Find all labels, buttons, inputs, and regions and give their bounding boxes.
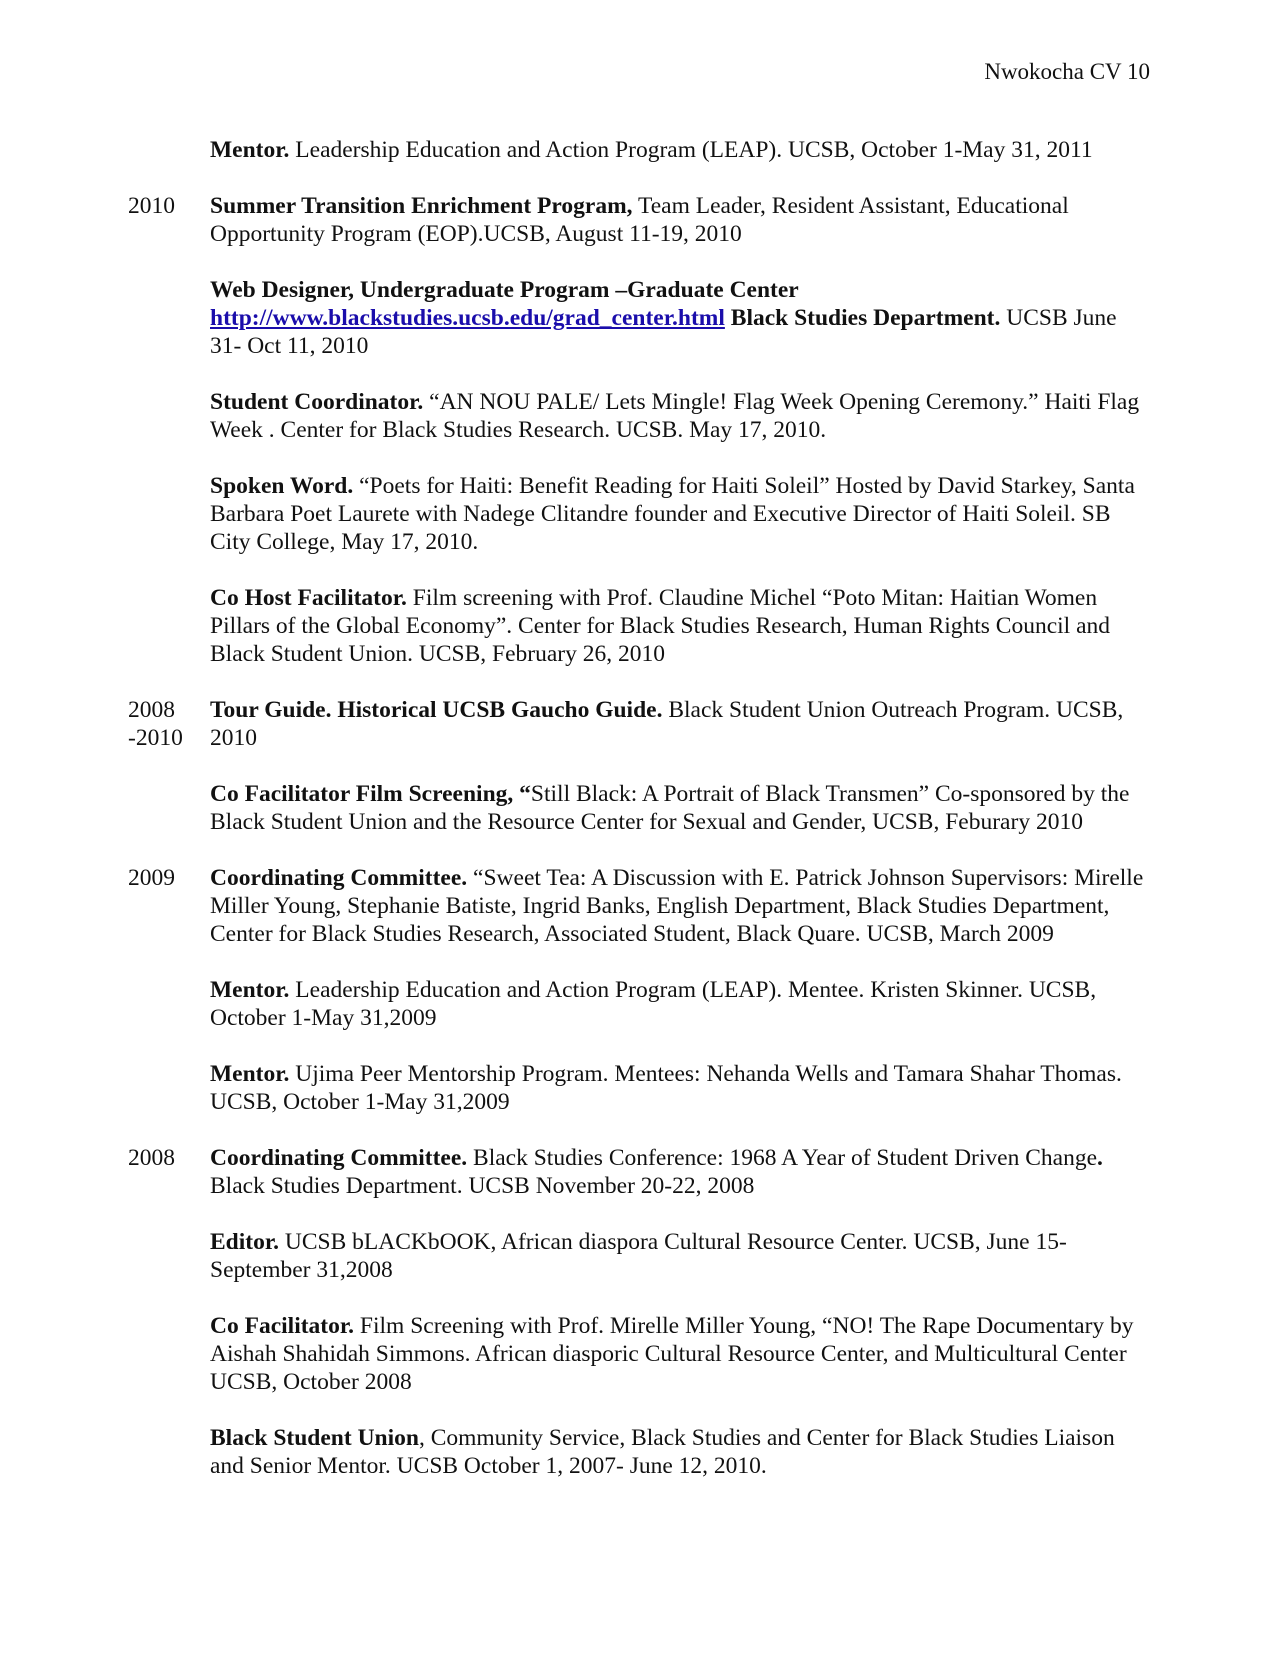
entry-text: Team Leader, Resident Assistant, Educational Opportunity Program (EOP).UCSB, August 11-19, 2010	[210, 193, 1069, 247]
year: 2009	[128, 865, 175, 891]
year-column	[128, 276, 210, 360]
entry-title: Black Student Union	[210, 1425, 419, 1451]
entry-text: Leadership Education and Action Program (LEAP). UCSB, October 1-May 31, 2011	[289, 137, 1093, 163]
entry-title: Coordinating Committee.	[210, 865, 468, 891]
entry-body	[210, 192, 1150, 248]
entry-title: Mentor.	[210, 1061, 290, 1087]
entry-text: Film Screening with Prof. Mirelle Miller Young, “NO! The Rape Documentary by Aishah Shahidah Simmons. African diasporic Cultural Resource Center, and Multicultural Center UCSB, October 2008	[210, 1313, 1134, 1395]
entry-body	[210, 472, 1150, 556]
entry-text: Black Student Union Outreach Program. UCSB, 2010	[210, 697, 1124, 751]
year-column	[128, 192, 210, 248]
year-column	[128, 1312, 210, 1396]
entry-body	[210, 276, 1150, 360]
entry-period: .	[1097, 1145, 1103, 1171]
list-item	[128, 1312, 1150, 1396]
year-column	[128, 1424, 210, 1480]
entry-title: Web Designer, Undergraduate Program –Graduate Center	[210, 277, 799, 303]
running-head: Nwokocha CV 10	[984, 59, 1150, 84]
entry-text: Ujima Peer Mentorship Program. Mentees: Nehanda Wells and Tamara Shahar Thomas. UCSB, October 1-May 31,2009	[210, 1061, 1122, 1115]
entry-title: Mentor.	[210, 977, 290, 1003]
entry-title: Editor.	[210, 1229, 279, 1255]
entry-body	[210, 696, 1150, 752]
list-item	[128, 1144, 1150, 1200]
entry-title: Coordinating Committee.	[210, 1145, 468, 1171]
list-item	[128, 864, 1150, 948]
year-column	[128, 584, 210, 668]
entry-body	[210, 864, 1150, 948]
entry-title: Co Facilitator Film Screening, “	[210, 781, 531, 807]
year-column	[128, 388, 210, 444]
entry-body	[210, 1144, 1150, 1200]
entry-text: Leadership Education and Action Program (LEAP). Mentee. Kristen Skinner. UCSB, October 1-May 31,2009	[210, 977, 1097, 1031]
entry-title: Tour Guide. Historical UCSB Gaucho Guide.	[210, 697, 663, 723]
list-item	[128, 1228, 1150, 1284]
entry-body	[210, 1424, 1150, 1480]
entry-text: , Community Service, Black Studies and Center for Black Studies Liaison and Senior Mentor. UCSB October 1, 2007- June 12, 2010.	[210, 1425, 1115, 1479]
entry-body	[210, 584, 1150, 668]
list-item	[128, 276, 1150, 360]
entry-text: UCSB June 31- Oct 11, 2010	[210, 305, 1117, 359]
entry-title: Co Host Facilitator.	[210, 585, 407, 611]
entry-title: Mentor.	[210, 137, 290, 163]
list-item	[128, 472, 1150, 556]
entry-title: Co Facilitator.	[210, 1313, 355, 1339]
year: 2008	[128, 1145, 175, 1171]
list-item	[128, 584, 1150, 668]
entry-title: Student Coordinator.	[210, 389, 424, 415]
year-end: -2010	[128, 725, 183, 751]
entry-text-continued: Black Studies Department. UCSB November 20-22, 2008	[210, 1173, 755, 1199]
entry-body	[210, 976, 1150, 1032]
entry-body	[210, 1228, 1150, 1284]
entry-body	[210, 388, 1150, 444]
entry-text: Film screening with Prof. Claudine Michel “Poto Mitan: Haitian Women Pillars of the Global Economy”. Center for Black Studies Research, Human Rights Council and Black Student Union. UCSB, February 26, 2010	[210, 585, 1110, 667]
list-item	[128, 136, 1150, 164]
year-column	[128, 1144, 210, 1200]
grad-center-link[interactable]: http://www.blackstudies.ucsb.edu/grad_center.html	[210, 305, 725, 331]
year-column	[128, 696, 210, 752]
entry-body	[210, 1312, 1150, 1396]
year-column	[128, 472, 210, 556]
list-item	[128, 388, 1150, 444]
entry-text: Still Black: A Portrait of Black Transmen” Co-sponsored by the Black Student Union and the Resource Center for Sexual and Gender, UCSB, Feburary 2010	[210, 781, 1130, 835]
list-item	[128, 192, 1150, 248]
list-item	[128, 1424, 1150, 1480]
year-column	[128, 864, 210, 948]
entry-title: Spoken Word.	[210, 473, 354, 499]
year-column	[128, 1060, 210, 1116]
entry-text: “Sweet Tea: A Discussion with E. Patrick Johnson Supervisors: Mirelle Miller Young, Stephanie Batiste, Ingrid Banks, English Department, Black Studies Department, Center for Black Studies Research, Associated Student, Black Quare. UCSB, March 2009	[210, 865, 1144, 947]
entry-body	[210, 1060, 1150, 1116]
activities-list	[128, 136, 1150, 1508]
year: 2010	[128, 193, 175, 219]
entry-text: UCSB bLACKbOOK, African diaspora Cultural Resource Center. UCSB, June 15-September 31,2008	[210, 1229, 1067, 1283]
year: 2008	[128, 697, 175, 723]
list-item	[128, 696, 1150, 752]
year-column	[128, 136, 210, 164]
list-item	[128, 976, 1150, 1032]
entry-subtitle: Black Studies Department.	[724, 305, 1001, 331]
list-item	[128, 1060, 1150, 1116]
year-column	[128, 780, 210, 836]
entry-body	[210, 136, 1150, 164]
year-column	[128, 976, 210, 1032]
list-item	[128, 780, 1150, 836]
entry-title: Summer Transition Enrichment Program,	[210, 193, 633, 219]
entry-text: Black Studies Conference: 1968 A Year of Student Driven Change	[467, 1145, 1098, 1171]
entry-text: “AN NOU PALE/ Lets Mingle! Flag Week Opening Ceremony.” Haiti Flag Week . Center for Black Studies Research. UCSB. May 17, 2010.	[210, 389, 1140, 443]
entry-body	[210, 780, 1150, 836]
entry-text: “Poets for Haiti: Benefit Reading for Haiti Soleil” Hosted by David Starkey, Santa Barbara Poet Laurete with Nadege Clitandre founder and Executive Director of Haiti Soleil. SB City College, May 17, 2010.	[210, 473, 1135, 555]
year-column	[128, 1228, 210, 1284]
